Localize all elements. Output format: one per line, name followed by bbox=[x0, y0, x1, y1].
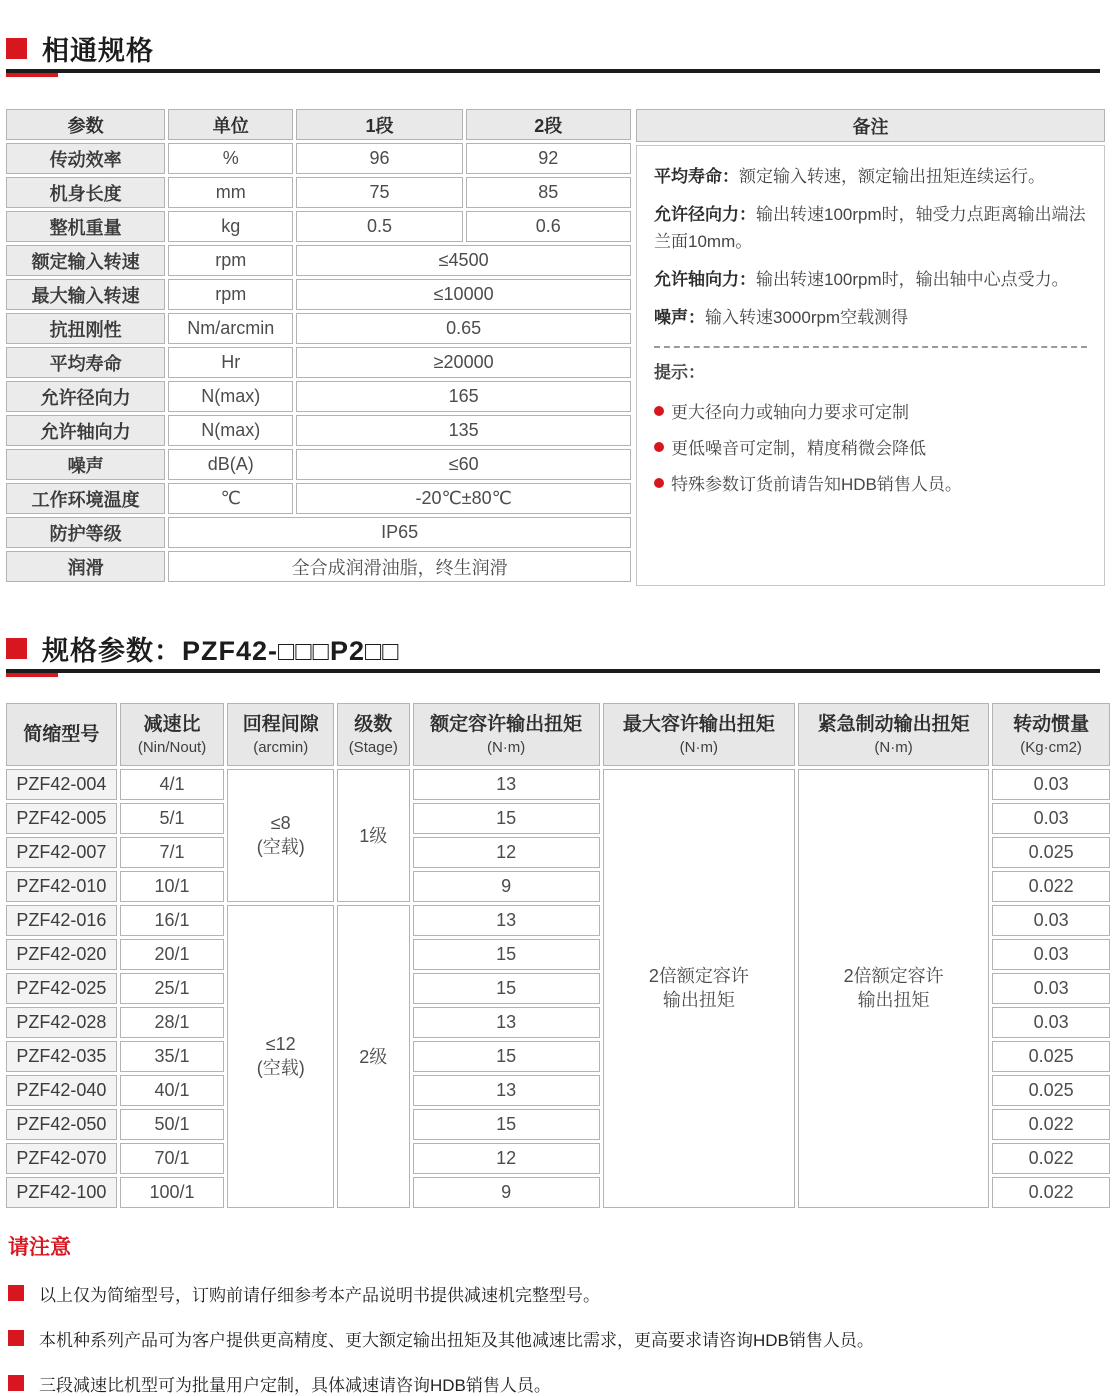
section-marker-icon bbox=[6, 638, 27, 659]
param-cell: 平均寿命 bbox=[6, 347, 165, 378]
backlash-cell bbox=[227, 905, 334, 1208]
model-cell: PZF42-010 bbox=[6, 871, 117, 902]
bullet-dot-icon bbox=[654, 406, 664, 416]
value-cell: -20℃±80℃ bbox=[296, 483, 631, 514]
header-sub: (N·m) bbox=[486, 738, 526, 756]
tip-item bbox=[654, 434, 1087, 459]
section-title-row bbox=[6, 630, 1113, 666]
unit-cell: N(max) bbox=[168, 415, 293, 446]
model-cell: PZF42-070 bbox=[6, 1143, 117, 1174]
ratio-cell: 70/1 bbox=[120, 1143, 225, 1174]
header-max-torque bbox=[603, 703, 795, 766]
brake-torque-note: 2倍额定容许 bbox=[843, 965, 944, 986]
torque-cell: 13 bbox=[413, 905, 600, 936]
model-cell: PZF42-025 bbox=[6, 973, 117, 1004]
remark-text: 额定输入转速，额定输出扭矩连续运行。 bbox=[739, 167, 1045, 186]
torque-cell: 15 bbox=[413, 1109, 600, 1140]
header-main: 减速比 bbox=[143, 714, 201, 735]
remark-label: 平均寿命： bbox=[654, 167, 739, 186]
model-cell: PZF42-028 bbox=[6, 1007, 117, 1038]
ratio-cell: 4/1 bbox=[120, 769, 225, 800]
notice-text: 本机种系列产品可为客户提供更高精度、更大额定输出扭矩及其他减速比需求，更高要求请咨询HDB销售人员。 bbox=[39, 1330, 874, 1350]
inertia-cell: 0.03 bbox=[992, 973, 1110, 1004]
torque-cell: 15 bbox=[413, 939, 600, 970]
unit-cell: rpm bbox=[168, 245, 293, 276]
header-rated-torque bbox=[413, 703, 600, 766]
value-cell: 75 bbox=[296, 177, 462, 208]
param-cell: 抗扭刚性 bbox=[6, 313, 165, 344]
brake-torque-cell bbox=[798, 769, 989, 1208]
value-cell: 165 bbox=[296, 381, 631, 412]
max-torque-cell bbox=[603, 769, 795, 1208]
spec-section bbox=[6, 106, 1113, 586]
ratio-cell: 20/1 bbox=[120, 939, 225, 970]
table-row bbox=[6, 211, 631, 242]
inertia-cell: 0.03 bbox=[992, 769, 1110, 800]
header-sub: (Nin/Nout) bbox=[137, 738, 207, 756]
table-row bbox=[6, 347, 631, 378]
remark-note bbox=[654, 202, 1087, 255]
remarks-panel bbox=[636, 106, 1105, 586]
value-cell: ≥20000 bbox=[296, 347, 631, 378]
header-sub: (Kg·cm2) bbox=[1020, 738, 1082, 756]
value-cell: 0.6 bbox=[466, 211, 631, 242]
ratio-cell: 5/1 bbox=[120, 803, 225, 834]
backlash-value: ≤8 bbox=[270, 812, 291, 833]
torque-cell: 9 bbox=[413, 871, 600, 902]
value-cell: 92 bbox=[466, 143, 631, 174]
param-cell: 润滑 bbox=[6, 551, 165, 582]
spec-table bbox=[3, 106, 634, 585]
model-cell: PZF42-050 bbox=[6, 1109, 117, 1140]
header-sub: (arcmin) bbox=[253, 738, 309, 756]
inertia-cell: 0.03 bbox=[992, 939, 1110, 970]
header-ratio bbox=[120, 703, 225, 766]
ratio-cell: 25/1 bbox=[120, 973, 225, 1004]
model-table bbox=[3, 700, 1113, 1211]
header-main: 级数 bbox=[354, 714, 393, 735]
header-sub: (Stage) bbox=[348, 738, 398, 756]
tip-item bbox=[654, 398, 1087, 423]
param-cell: 传动效率 bbox=[6, 143, 165, 174]
rule-black-line bbox=[6, 669, 1100, 673]
notice-item bbox=[8, 1371, 1113, 1396]
param-cell: 额定输入转速 bbox=[6, 245, 165, 276]
ratio-cell: 40/1 bbox=[120, 1075, 225, 1106]
unit-cell: N(max) bbox=[168, 381, 293, 412]
brake-torque-note: 输出扭矩 bbox=[857, 990, 930, 1011]
value-cell: 0.5 bbox=[296, 211, 462, 242]
model-cell: PZF42-100 bbox=[6, 1177, 117, 1208]
value-cell: 135 bbox=[296, 415, 631, 446]
tips-title: 提示： bbox=[654, 362, 705, 382]
notice-title: 请注意 bbox=[8, 1235, 71, 1259]
max-torque-note: 2倍额定容许 bbox=[648, 965, 749, 986]
table-row bbox=[6, 415, 631, 446]
section-title-row bbox=[6, 30, 1113, 66]
backlash-cell bbox=[227, 769, 334, 902]
inertia-cell: 0.022 bbox=[992, 871, 1110, 902]
notice-section bbox=[8, 1231, 1113, 1396]
inertia-cell: 0.025 bbox=[992, 1075, 1110, 1106]
inertia-cell: 0.03 bbox=[992, 905, 1110, 936]
bullet-square-icon bbox=[8, 1375, 24, 1391]
inertia-cell: 0.03 bbox=[992, 803, 1110, 834]
value-cell: ≤60 bbox=[296, 449, 631, 480]
header-sub: (N·m) bbox=[679, 738, 718, 756]
remark-label: 允许轴向力： bbox=[654, 270, 756, 290]
spec-header-row bbox=[6, 109, 631, 140]
header-backlash bbox=[227, 703, 334, 766]
value-cell: 全合成润滑油脂，终生润滑 bbox=[168, 551, 631, 582]
bullet-square-icon bbox=[8, 1330, 24, 1346]
param-cell: 最大输入转速 bbox=[6, 279, 165, 310]
header-sub: (N·m) bbox=[874, 738, 913, 756]
header-main: 额定容许输出扭矩 bbox=[430, 714, 583, 735]
table-row bbox=[6, 245, 631, 276]
inertia-cell: 0.022 bbox=[992, 1143, 1110, 1174]
rule-black-line bbox=[6, 69, 1100, 73]
ratio-cell: 100/1 bbox=[120, 1177, 225, 1208]
remark-label: 允许径向力： bbox=[654, 205, 756, 225]
section-marker-icon bbox=[6, 38, 27, 59]
table-row bbox=[6, 449, 631, 480]
header-main: 回程间隙 bbox=[242, 714, 319, 735]
unit-cell: Nm/arcmin bbox=[168, 313, 293, 344]
torque-cell: 15 bbox=[413, 1041, 600, 1072]
torque-cell: 13 bbox=[413, 1075, 600, 1106]
ratio-cell: 7/1 bbox=[120, 837, 225, 868]
ratio-cell: 28/1 bbox=[120, 1007, 225, 1038]
param-cell: 噪声 bbox=[6, 449, 165, 480]
unit-cell: ℃ bbox=[168, 483, 293, 514]
torque-cell: 13 bbox=[413, 769, 600, 800]
tip-text: 更低噪音可定制，精度稍微会降低 bbox=[671, 439, 926, 459]
remarks-body bbox=[636, 145, 1105, 586]
header-main: 简缩型号 bbox=[23, 723, 100, 745]
backlash-condition: (空载) bbox=[256, 837, 305, 858]
model-cell: PZF42-016 bbox=[6, 905, 117, 936]
table-row bbox=[6, 483, 631, 514]
table-row bbox=[6, 279, 631, 310]
notice-text: 三段减速比机型可为批量用户定制，具体减速请咨询HDB销售人员。 bbox=[39, 1375, 551, 1395]
inertia-cell: 0.03 bbox=[992, 1007, 1110, 1038]
header-stage2: 2段 bbox=[466, 109, 631, 140]
backlash-value: ≤12 bbox=[265, 1033, 296, 1054]
section-rule bbox=[6, 669, 1113, 678]
param-cell: 工作环境温度 bbox=[6, 483, 165, 514]
stage-cell: 2级 bbox=[337, 905, 409, 1208]
stage-cell: 1级 bbox=[337, 769, 409, 902]
param-cell: 允许径向力 bbox=[6, 381, 165, 412]
model-header-row bbox=[6, 703, 1110, 766]
remark-note bbox=[654, 305, 1087, 331]
ratio-cell: 50/1 bbox=[120, 1109, 225, 1140]
model-cell: PZF42-007 bbox=[6, 837, 117, 868]
model-cell: PZF42-040 bbox=[6, 1075, 117, 1106]
table-row bbox=[6, 143, 631, 174]
unit-cell: kg bbox=[168, 211, 293, 242]
header-stage bbox=[337, 703, 409, 766]
header-inertia bbox=[992, 703, 1110, 766]
bullet-dot-icon bbox=[654, 478, 664, 488]
torque-cell: 15 bbox=[413, 973, 600, 1004]
table-row bbox=[6, 381, 631, 412]
notice-item bbox=[8, 1281, 1113, 1306]
notice-text: 以上仅为简缩型号，订购前请仔细参考本产品说明书提供减速机完整型号。 bbox=[39, 1285, 600, 1305]
value-cell: 96 bbox=[296, 143, 462, 174]
rule-red-line bbox=[6, 73, 58, 77]
torque-cell: 12 bbox=[413, 1143, 600, 1174]
table-row bbox=[6, 517, 631, 548]
table-row bbox=[6, 551, 631, 582]
value-cell: ≤4500 bbox=[296, 245, 631, 276]
value-cell: IP65 bbox=[168, 517, 631, 548]
remark-label: 噪声： bbox=[654, 308, 705, 328]
ratio-cell: 35/1 bbox=[120, 1041, 225, 1072]
model-cell: PZF42-005 bbox=[6, 803, 117, 834]
rule-red-line bbox=[6, 673, 58, 677]
torque-cell: 13 bbox=[413, 1007, 600, 1038]
max-torque-note: 输出扭矩 bbox=[662, 990, 735, 1011]
unit-cell: Hr bbox=[168, 347, 293, 378]
remarks-header: 备注 bbox=[636, 109, 1105, 142]
unit-cell: mm bbox=[168, 177, 293, 208]
header-unit: 单位 bbox=[168, 109, 293, 140]
header-main: 最大容许输出扭矩 bbox=[622, 714, 775, 735]
model-cell: PZF42-004 bbox=[6, 769, 117, 800]
header-main: 转动惯量 bbox=[1013, 714, 1090, 735]
inertia-cell: 0.025 bbox=[992, 1041, 1110, 1072]
param-cell: 整机重量 bbox=[6, 211, 165, 242]
unit-cell: dB(A) bbox=[168, 449, 293, 480]
torque-cell: 15 bbox=[413, 803, 600, 834]
tip-text: 更大径向力或轴向力要求可定制 bbox=[671, 403, 909, 423]
value-cell: 85 bbox=[466, 177, 631, 208]
table-row bbox=[6, 769, 1110, 800]
bullet-square-icon bbox=[8, 1285, 24, 1301]
dashed-divider bbox=[654, 346, 1087, 348]
value-cell: ≤10000 bbox=[296, 279, 631, 310]
inertia-cell: 0.022 bbox=[992, 1177, 1110, 1208]
header-stage1: 1段 bbox=[296, 109, 462, 140]
notice-item bbox=[8, 1326, 1113, 1351]
value-cell: 0.65 bbox=[296, 313, 631, 344]
remark-text: 输出转速100rpm时，轴受力点距离输出端法兰面10mm。 bbox=[654, 205, 1086, 251]
header-model bbox=[6, 703, 117, 766]
param-cell: 允许轴向力 bbox=[6, 415, 165, 446]
table-row bbox=[6, 177, 631, 208]
ratio-cell: 16/1 bbox=[120, 905, 225, 936]
section-header-model-specs bbox=[6, 630, 1113, 678]
remark-text: 输出转速100rpm时，输出轴中心点受力。 bbox=[756, 270, 1069, 290]
param-cell: 机身长度 bbox=[6, 177, 165, 208]
inertia-cell: 0.025 bbox=[992, 837, 1110, 868]
model-cell: PZF42-020 bbox=[6, 939, 117, 970]
tip-text: 特殊参数订货前请告知HDB销售人员。 bbox=[671, 475, 962, 495]
table-row bbox=[6, 313, 631, 344]
section-rule bbox=[6, 69, 1113, 78]
header-main: 紧急制动输出扭矩 bbox=[817, 714, 970, 735]
tip-item bbox=[654, 470, 1087, 495]
model-cell: PZF42-035 bbox=[6, 1041, 117, 1072]
torque-cell: 9 bbox=[413, 1177, 600, 1208]
bullet-dot-icon bbox=[654, 442, 664, 452]
remark-note bbox=[654, 164, 1087, 190]
section-title: 相通规格 bbox=[42, 35, 154, 66]
param-cell: 防护等级 bbox=[6, 517, 165, 548]
unit-cell: rpm bbox=[168, 279, 293, 310]
section-title: 规格参数：PZF42-□□□P2□□ bbox=[42, 635, 400, 666]
remark-text: 输入转速3000rpm空载测得 bbox=[705, 308, 909, 328]
header-param: 参数 bbox=[6, 109, 165, 140]
inertia-cell: 0.022 bbox=[992, 1109, 1110, 1140]
remark-note bbox=[654, 267, 1087, 293]
header-brake-torque bbox=[798, 703, 989, 766]
backlash-condition: (空载) bbox=[256, 1058, 305, 1079]
ratio-cell: 10/1 bbox=[120, 871, 225, 902]
section-header-common-specs bbox=[6, 30, 1113, 78]
unit-cell: % bbox=[168, 143, 293, 174]
torque-cell: 12 bbox=[413, 837, 600, 868]
